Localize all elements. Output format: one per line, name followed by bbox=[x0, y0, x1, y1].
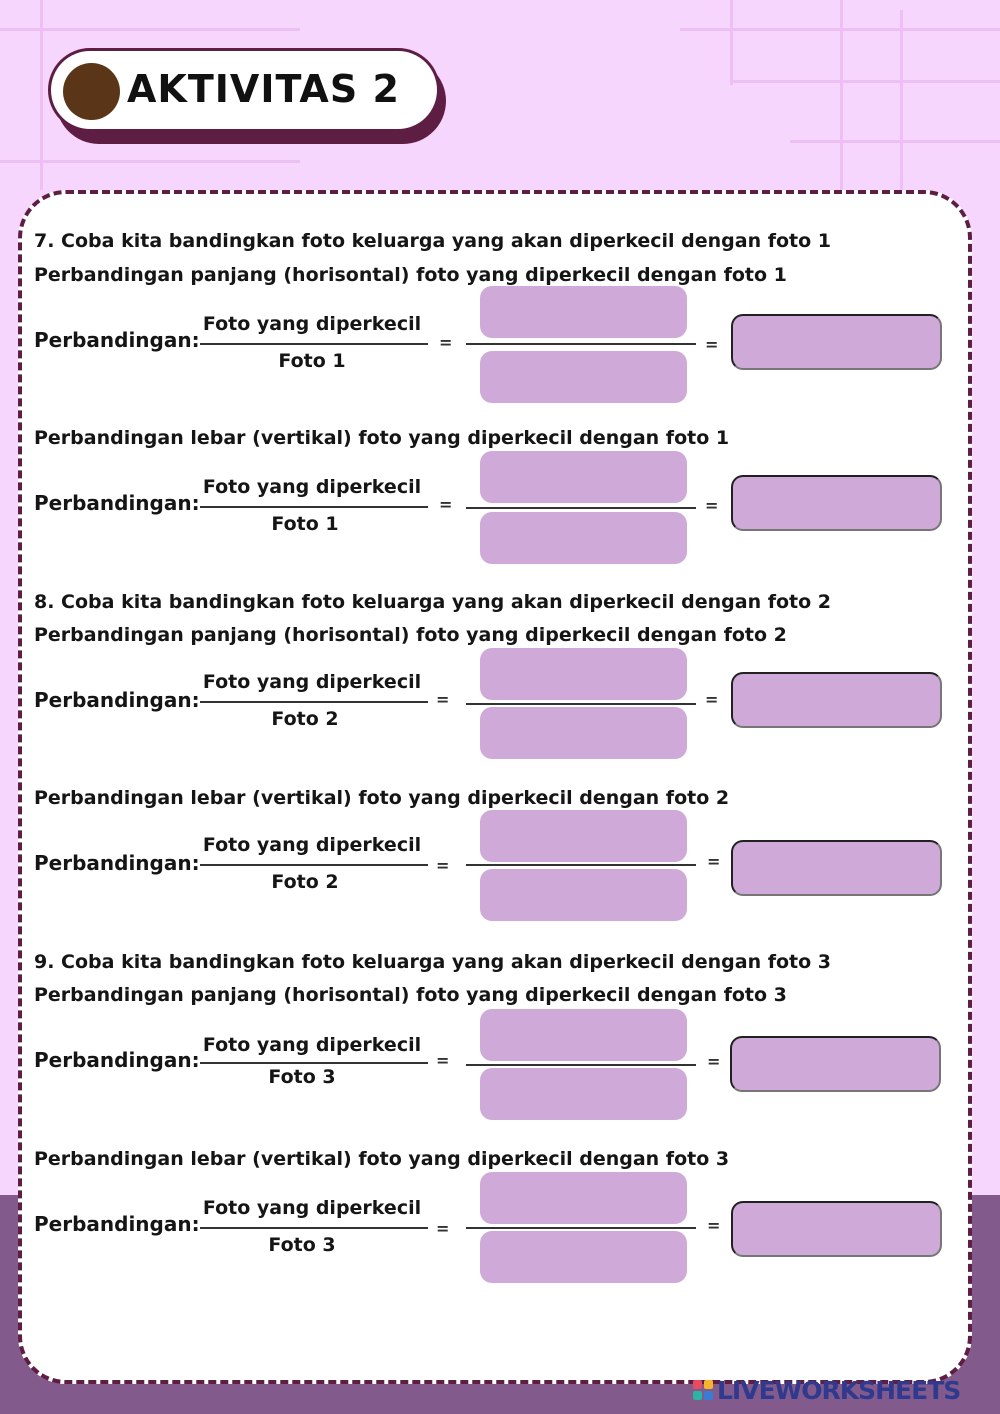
fraction-numerator: Foto yang diperkecil bbox=[202, 834, 422, 856]
result-answer-input[interactable] bbox=[731, 475, 942, 531]
page-title: AKTIVITAS 2 bbox=[127, 67, 400, 111]
fraction-numerator: Foto yang diperkecil bbox=[202, 476, 422, 498]
fraction-line bbox=[200, 1227, 428, 1229]
section-heading: 8. Coba kita bandingkan foto keluarga yang akan diperkecil dengan foto 2 bbox=[34, 591, 832, 613]
fraction-line bbox=[466, 864, 696, 866]
fraction-line bbox=[200, 506, 428, 508]
title-banner bbox=[48, 48, 440, 132]
equals-sign: = bbox=[705, 690, 719, 709]
row-subheading: Perbandingan lebar (vertikal) foto yang diperkecil dengan foto 1 bbox=[34, 427, 730, 449]
row-subheading: Perbandingan lebar (vertikal) foto yang diperkecil dengan foto 2 bbox=[34, 787, 730, 809]
logo-squares-icon bbox=[693, 1380, 713, 1400]
result-answer-input[interactable] bbox=[731, 1201, 942, 1257]
fraction-denominator: Foto 1 bbox=[278, 350, 346, 372]
fraction-line bbox=[200, 864, 428, 866]
numerator-answer-input[interactable] bbox=[480, 286, 687, 338]
denominator-answer-input[interactable] bbox=[480, 351, 687, 403]
decorative-grid-line bbox=[790, 140, 1000, 143]
numerator-answer-input[interactable] bbox=[480, 1172, 687, 1224]
ratio-label: Perbandingan: bbox=[34, 328, 200, 352]
denominator-answer-input[interactable] bbox=[480, 869, 687, 921]
ratio-label: Perbandingan: bbox=[34, 491, 200, 515]
fraction-denominator: Foto 2 bbox=[271, 708, 339, 730]
equals-sign: = bbox=[707, 1052, 721, 1071]
decorative-grid-line bbox=[900, 10, 903, 200]
numerator-answer-input[interactable] bbox=[480, 810, 687, 862]
result-answer-input[interactable] bbox=[730, 1036, 941, 1092]
equals-sign: = bbox=[707, 852, 721, 871]
ratio-label: Perbandingan: bbox=[34, 688, 200, 712]
equals-sign: = bbox=[439, 333, 453, 352]
denominator-answer-input[interactable] bbox=[480, 512, 687, 564]
fraction-line bbox=[466, 703, 696, 705]
decorative-grid-line bbox=[0, 28, 300, 31]
fraction-denominator: Foto 3 bbox=[268, 1234, 336, 1256]
fraction-line bbox=[200, 701, 428, 703]
equals-sign: = bbox=[705, 496, 719, 515]
equals-sign: = bbox=[707, 1216, 721, 1235]
row-subheading: Perbandingan panjang (horisontal) foto yang diperkecil dengan foto 1 bbox=[34, 264, 787, 286]
decorative-grid-line bbox=[0, 160, 300, 163]
ratio-label: Perbandingan: bbox=[34, 1212, 200, 1236]
result-answer-input[interactable] bbox=[731, 840, 942, 896]
fraction-line bbox=[466, 1227, 696, 1229]
fraction-line bbox=[466, 1064, 696, 1066]
numerator-answer-input[interactable] bbox=[480, 648, 687, 700]
result-answer-input[interactable] bbox=[731, 314, 942, 370]
fraction-numerator: Foto yang diperkecil bbox=[202, 1034, 422, 1056]
fraction-denominator: Foto 1 bbox=[271, 513, 339, 535]
equals-sign: = bbox=[705, 335, 719, 354]
ratio-label: Perbandingan: bbox=[34, 851, 200, 875]
denominator-answer-input[interactable] bbox=[480, 707, 687, 759]
brand-name: LIVEWORKSHEETS bbox=[717, 1375, 961, 1405]
section-heading: 9. Coba kita bandingkan foto keluarga yang akan diperkecil dengan foto 3 bbox=[34, 951, 832, 973]
numerator-answer-input[interactable] bbox=[480, 451, 687, 503]
liveworksheets-logo[interactable] bbox=[693, 1375, 961, 1405]
decorative-grid-line bbox=[840, 0, 843, 200]
fraction-denominator: Foto 2 bbox=[271, 871, 339, 893]
fraction-denominator: Foto 3 bbox=[268, 1066, 336, 1088]
circle-icon bbox=[63, 63, 120, 120]
ratio-label: Perbandingan: bbox=[34, 1048, 200, 1072]
denominator-answer-input[interactable] bbox=[480, 1068, 687, 1120]
fraction-line bbox=[200, 343, 428, 345]
decorative-grid-line bbox=[730, 80, 1000, 83]
numerator-answer-input[interactable] bbox=[480, 1009, 687, 1061]
equals-sign: = bbox=[436, 856, 450, 875]
fraction-line bbox=[200, 1062, 428, 1064]
equals-sign: = bbox=[436, 1051, 450, 1070]
fraction-line bbox=[466, 343, 696, 345]
equals-sign: = bbox=[436, 690, 450, 709]
equals-sign: = bbox=[436, 1219, 450, 1238]
row-subheading: Perbandingan lebar (vertikal) foto yang diperkecil dengan foto 3 bbox=[34, 1148, 730, 1170]
decorative-grid-line bbox=[730, 0, 733, 85]
equals-sign: = bbox=[439, 495, 453, 514]
result-answer-input[interactable] bbox=[731, 672, 942, 728]
fraction-line bbox=[466, 507, 696, 509]
fraction-numerator: Foto yang diperkecil bbox=[202, 313, 422, 335]
fraction-numerator: Foto yang diperkecil bbox=[202, 671, 422, 693]
section-heading: 7. Coba kita bandingkan foto keluarga yang akan diperkecil dengan foto 1 bbox=[34, 230, 832, 252]
row-subheading: Perbandingan panjang (horisontal) foto yang diperkecil dengan foto 2 bbox=[34, 624, 787, 646]
row-subheading: Perbandingan panjang (horisontal) foto yang diperkecil dengan foto 3 bbox=[34, 984, 787, 1006]
decorative-grid-line bbox=[40, 0, 43, 190]
fraction-numerator: Foto yang diperkecil bbox=[202, 1197, 422, 1219]
denominator-answer-input[interactable] bbox=[480, 1231, 687, 1283]
